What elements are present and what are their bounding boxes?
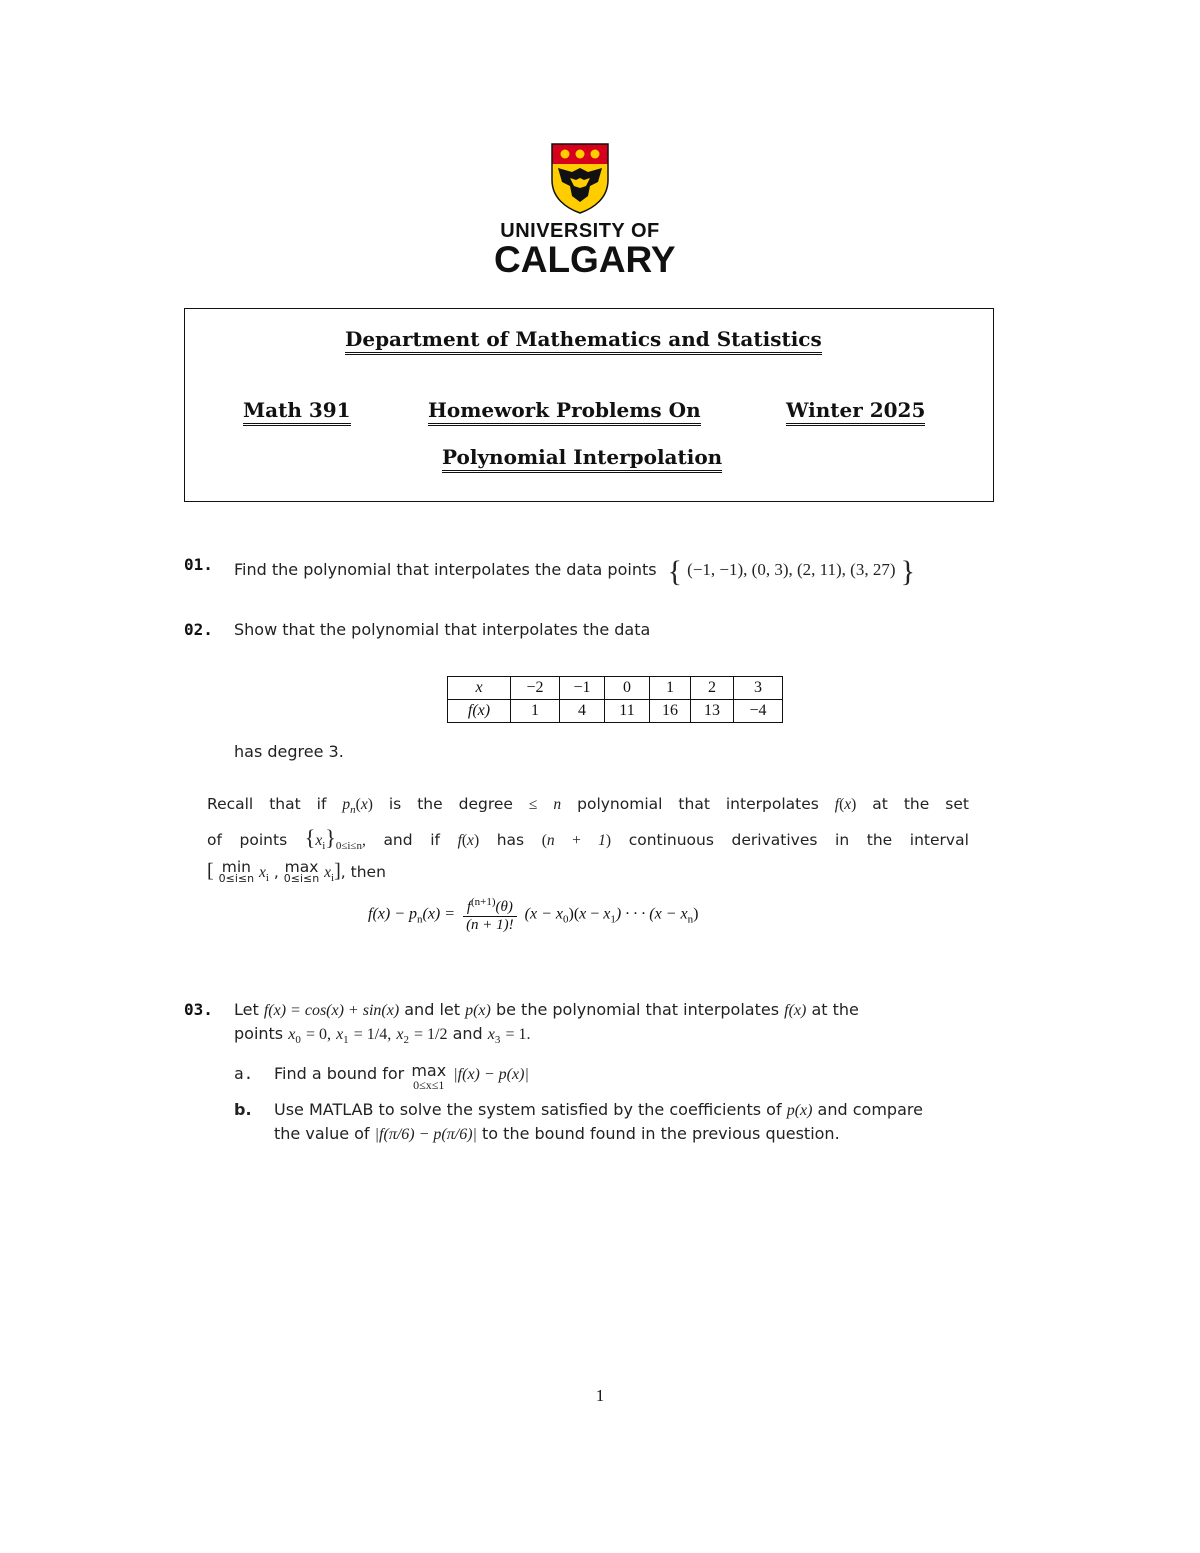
table-cell: 16 (650, 700, 691, 723)
table-cell: 4 (560, 700, 605, 723)
subscript-i: i (265, 872, 269, 884)
q3-max-label: max (411, 1061, 447, 1080)
min-operator (218, 857, 255, 885)
error-formula: $f(x) - p_n(x)$ = $\frac{f^{(n+1)}(\theta)}{(n + 1)!}$ $(x - x_0)(x - x_1)$ · · · $(x - x_n)$ (368, 896, 699, 933)
recall-word: degree (458, 795, 513, 813)
table-cell: 13 (691, 700, 734, 723)
term-label: Winter 2025 (786, 398, 925, 426)
question-3-line-1 (234, 1000, 859, 1020)
table-cell: 0 (605, 677, 650, 700)
paren: ) (473, 832, 480, 849)
recall-fx-symbol (835, 796, 857, 813)
symbol-x: x (324, 864, 332, 881)
q3-word: and (452, 1024, 483, 1043)
question-2-text: Show that the polynomial that interpolates the data (234, 620, 651, 639)
symbol-x: x (259, 864, 266, 881)
q3-x0-value: = 0, (305, 1026, 331, 1043)
recall-word: if (430, 831, 440, 849)
recall-nplus1 (542, 832, 611, 849)
table-cell: 2 (691, 677, 734, 700)
table-cell: −1 (560, 677, 605, 700)
recall-line-2 (207, 824, 969, 860)
table-header-x: x (448, 677, 511, 700)
symbol-x: x (315, 832, 323, 849)
q3-part-b-line-1 (274, 1100, 923, 1120)
q3-part-b-text: the value of (274, 1124, 370, 1143)
symbol-xi (324, 864, 335, 884)
q3-part-b-text: and compare (817, 1100, 923, 1119)
paren: ( (541, 832, 547, 849)
recall-word: interpolates (725, 795, 819, 813)
university-logo (494, 142, 676, 280)
recall-word: the (417, 795, 443, 813)
formula-denominator: (n + 1)! (466, 917, 514, 933)
paren: ) (851, 796, 857, 813)
table-header-fx: f(x) (448, 700, 511, 723)
symbol-xi (259, 864, 269, 884)
recall-word: of (207, 831, 222, 849)
table-cell: 3 (734, 677, 783, 700)
q3-part-a-label: a. (234, 1064, 254, 1083)
symbol-p: p (342, 796, 351, 813)
paren: ( (461, 832, 468, 849)
max-label: max (284, 857, 319, 876)
recall-word: derivatives (731, 831, 818, 849)
paren: ) (605, 832, 612, 849)
formula-lhs: f(x) − p (368, 905, 417, 923)
max-operator (283, 857, 320, 885)
symbol-x: x (467, 832, 474, 849)
question-3-number: 03. (184, 1000, 213, 1019)
q3-word: Let (234, 1000, 259, 1019)
question-1-number: 01. (184, 555, 213, 574)
formula-numerator (463, 896, 517, 917)
recall-word: polynomial (577, 795, 663, 813)
min-range: 0≤i≤n (218, 871, 255, 885)
crest-icon (550, 142, 610, 214)
set-range: 0≤i≤n (335, 840, 362, 852)
q3-max-operator (411, 1061, 447, 1092)
q3-x3-value: = 1. (505, 1026, 531, 1043)
symbol-x: x (360, 796, 368, 813)
q3-part-b-expression: |f(π/6) − p(π/6)| (374, 1126, 477, 1143)
min-label: min (221, 857, 251, 876)
q3-word: and let (404, 1000, 460, 1019)
subscript-n: n (687, 913, 694, 926)
table-cell: 1 (511, 700, 560, 723)
recall-line-3: [ min 0≤i≤n $x_i$ , max 0≤i≤n $x_i$], then (207, 857, 386, 885)
logo-text-calgary: CALGARY (494, 239, 676, 280)
q3-part-b-text: to the bound found in the previous question. (482, 1124, 840, 1143)
recall-word: interval (909, 831, 969, 849)
recall-fx-symbol (458, 832, 480, 849)
logo-text-university-of: UNIVERSITY OF (500, 220, 660, 242)
recall-word: in (835, 831, 850, 849)
symbol-x: x (603, 905, 611, 923)
recall-set-symbol: $\{x_i\}_{0\le i\le n}$, (304, 825, 366, 852)
formula-equals: (x) = (422, 905, 456, 923)
question-2-conclusion: has degree 3. (234, 742, 344, 761)
q3-part-b-text: Use MATLAB to solve the system satisfied by the coefficients of (274, 1100, 782, 1119)
recall-word: if (316, 795, 327, 813)
recall-word: the (903, 795, 930, 813)
recall-line-1 (207, 790, 969, 824)
q3-part-b-label: b. (234, 1100, 252, 1119)
table-cell: 1 (650, 677, 691, 700)
q3-word: at the (811, 1000, 859, 1019)
table-row (448, 700, 783, 723)
q3-part-b-p: p(x) (786, 1102, 813, 1119)
q3-function-definition: f(x) = cos(x) + sin(x) (263, 1002, 400, 1019)
recall-word: , then (340, 863, 386, 881)
question-1-text: Find the polynomial that interpolates the data points { (−1, −1), (0, 3), (2, 11), (3, 27) } (234, 555, 916, 588)
recall-word: the (866, 831, 893, 849)
subscript-i: i (322, 840, 326, 852)
table-cell: −4 (734, 700, 783, 723)
formula-product: (x − x (524, 905, 563, 923)
table-row (448, 677, 783, 700)
recall-word: set (945, 795, 969, 813)
recall-word: Recall (207, 795, 254, 813)
question-2-number: 02. (184, 620, 213, 639)
recall-pn-symbol (342, 796, 373, 816)
formula-tail: ) · · · (x − x (615, 905, 688, 923)
q3-part-a-text: Find a bound for (274, 1064, 405, 1083)
recall-word: at (872, 795, 888, 813)
q3-polynomial-symbol: p(x) (465, 1002, 491, 1019)
recall-word: that (269, 795, 301, 813)
course-label: Math 391 (243, 398, 351, 426)
recall-paragraph (207, 790, 969, 889)
q3-part-b-line-2 (274, 1124, 840, 1144)
paren: ) (367, 796, 373, 813)
q3-part-a-expression: |f(x) − p(x)| (453, 1066, 529, 1083)
page-number: 1 (595, 1386, 605, 1405)
table-cell: 11 (605, 700, 650, 723)
question-1-prompt: Find the polynomial that interpolates the data points (234, 560, 657, 579)
header-box (184, 308, 994, 502)
symbol-f: f (834, 796, 840, 813)
symbol-n: n (553, 796, 562, 813)
symbol-x: x (844, 796, 852, 813)
symbol-f: f (457, 832, 462, 849)
question-1-points: (−1, −1), (0, 3), (2, 11), (3, 27) (687, 560, 896, 579)
formula-num-arg: (θ) (495, 899, 513, 915)
question-3-line-2: points $x_0 = 0$, $x_1 = 1/4$, $x_2 = 1/2$ and $x_3 = 1$. (234, 1024, 531, 1046)
recall-word: that (678, 795, 710, 813)
recall-word: points (239, 831, 288, 849)
formula-fraction (463, 896, 517, 934)
department-title: Department of Mathematics and Statistics (345, 327, 822, 355)
table-cell: −2 (511, 677, 560, 700)
recall-word: continuous (628, 831, 714, 849)
symbol-x: x (579, 905, 587, 923)
subscript-n: n (417, 913, 423, 926)
recall-word: is (388, 795, 402, 813)
q3-word: points (234, 1024, 284, 1043)
symbol-le: ≤ (528, 796, 538, 813)
paren: ( (355, 796, 361, 813)
q3-x2-value: = 1/2 (414, 1026, 448, 1043)
q3-fx-symbol: f(x) (784, 1002, 807, 1019)
data-table (447, 676, 783, 723)
subscript-i: i (331, 872, 335, 884)
q3-part-a (274, 1061, 529, 1092)
title-line1: Homework Problems On (428, 398, 701, 426)
max-range: 0≤i≤n (283, 871, 320, 885)
formula-num-sup: (n+1) (471, 896, 496, 908)
q3-word: be the polynomial that interpolates (495, 1000, 780, 1019)
q3-max-range: 0≤x≤1 (413, 1078, 445, 1092)
subscript-n: n (350, 804, 356, 816)
symbol-n-plus-1: n + 1 (546, 832, 606, 849)
paren: ( (839, 796, 845, 813)
formula-num-f: f (466, 899, 471, 915)
q3-x1-value: = 1/4, (353, 1026, 392, 1043)
recall-word: has (496, 831, 525, 849)
recall-word: and (383, 831, 413, 849)
title-line2: Polynomial Interpolation (442, 445, 722, 473)
